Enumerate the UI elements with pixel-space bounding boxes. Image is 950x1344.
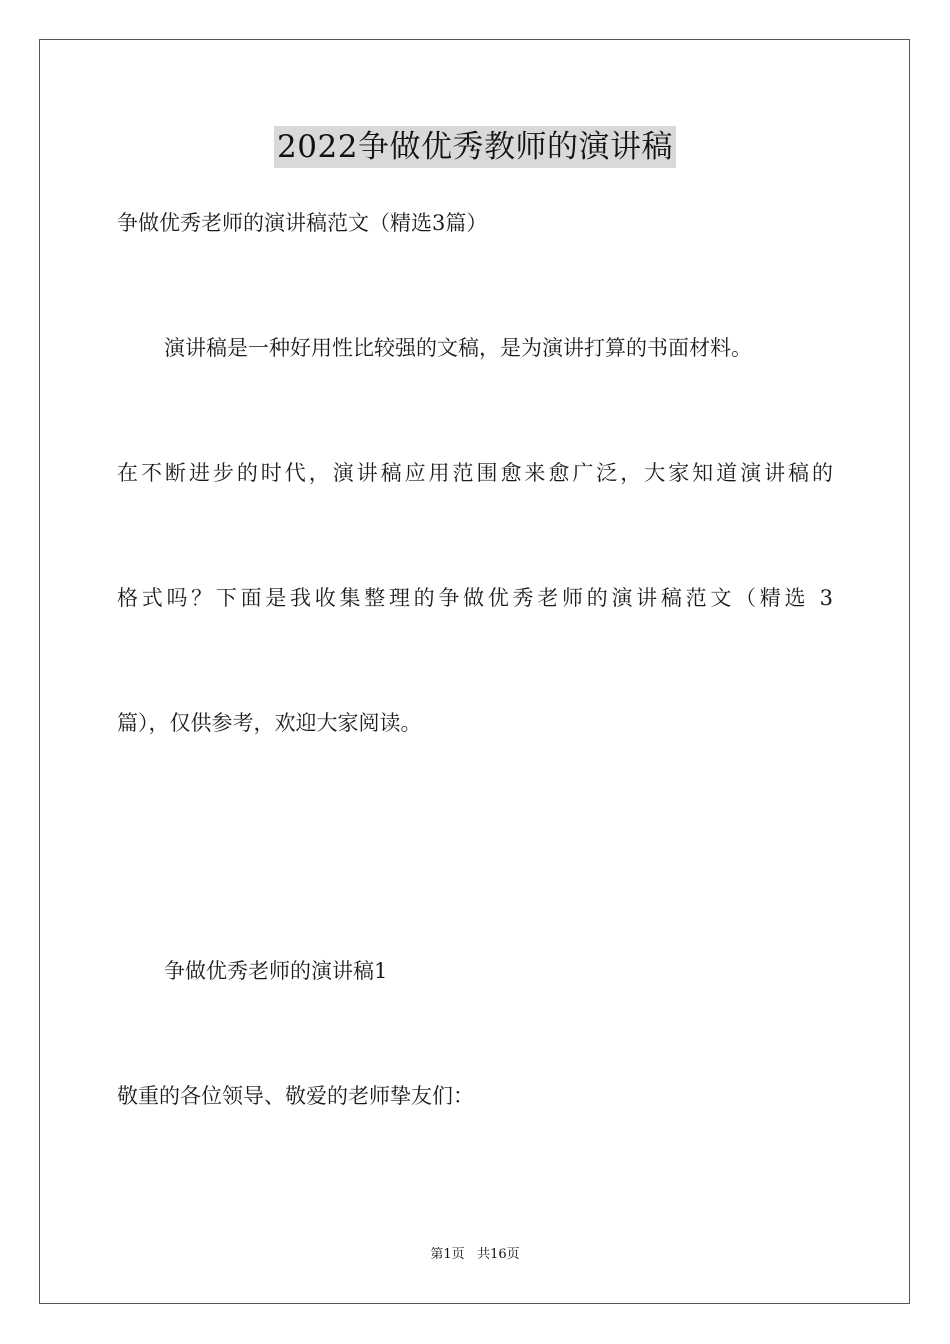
page-number: 第1页 bbox=[430, 1247, 465, 1262]
intro-line-2: 在不断进步的时代，演讲稿应用范围愈来愈广泛，大家知道演讲稿的 bbox=[117, 461, 833, 485]
document-title: 2022争做优秀教师的演讲稿 bbox=[274, 126, 676, 168]
intro-line-3: 格式吗？下面是我收集整理的争做优秀老师的演讲稿范文（精选 3 bbox=[117, 586, 833, 610]
section-heading: 争做优秀老师的演讲稿1 bbox=[164, 959, 388, 983]
document-subtitle: 争做优秀老师的演讲稿范文（精选3篇） bbox=[117, 211, 488, 235]
title-wrap bbox=[0, 126, 950, 168]
salutation: 敬重的各位领导、敬爱的老师挚友们： bbox=[117, 1084, 474, 1108]
intro-line-4: 篇），仅供参考，欢迎大家阅读。 bbox=[117, 711, 422, 735]
page-total: 共16页 bbox=[477, 1247, 520, 1262]
page-footer bbox=[0, 1246, 950, 1264]
intro-line-1: 演讲稿是一种好用性比较强的文稿，是为演讲打算的书面材料。 bbox=[164, 336, 752, 360]
